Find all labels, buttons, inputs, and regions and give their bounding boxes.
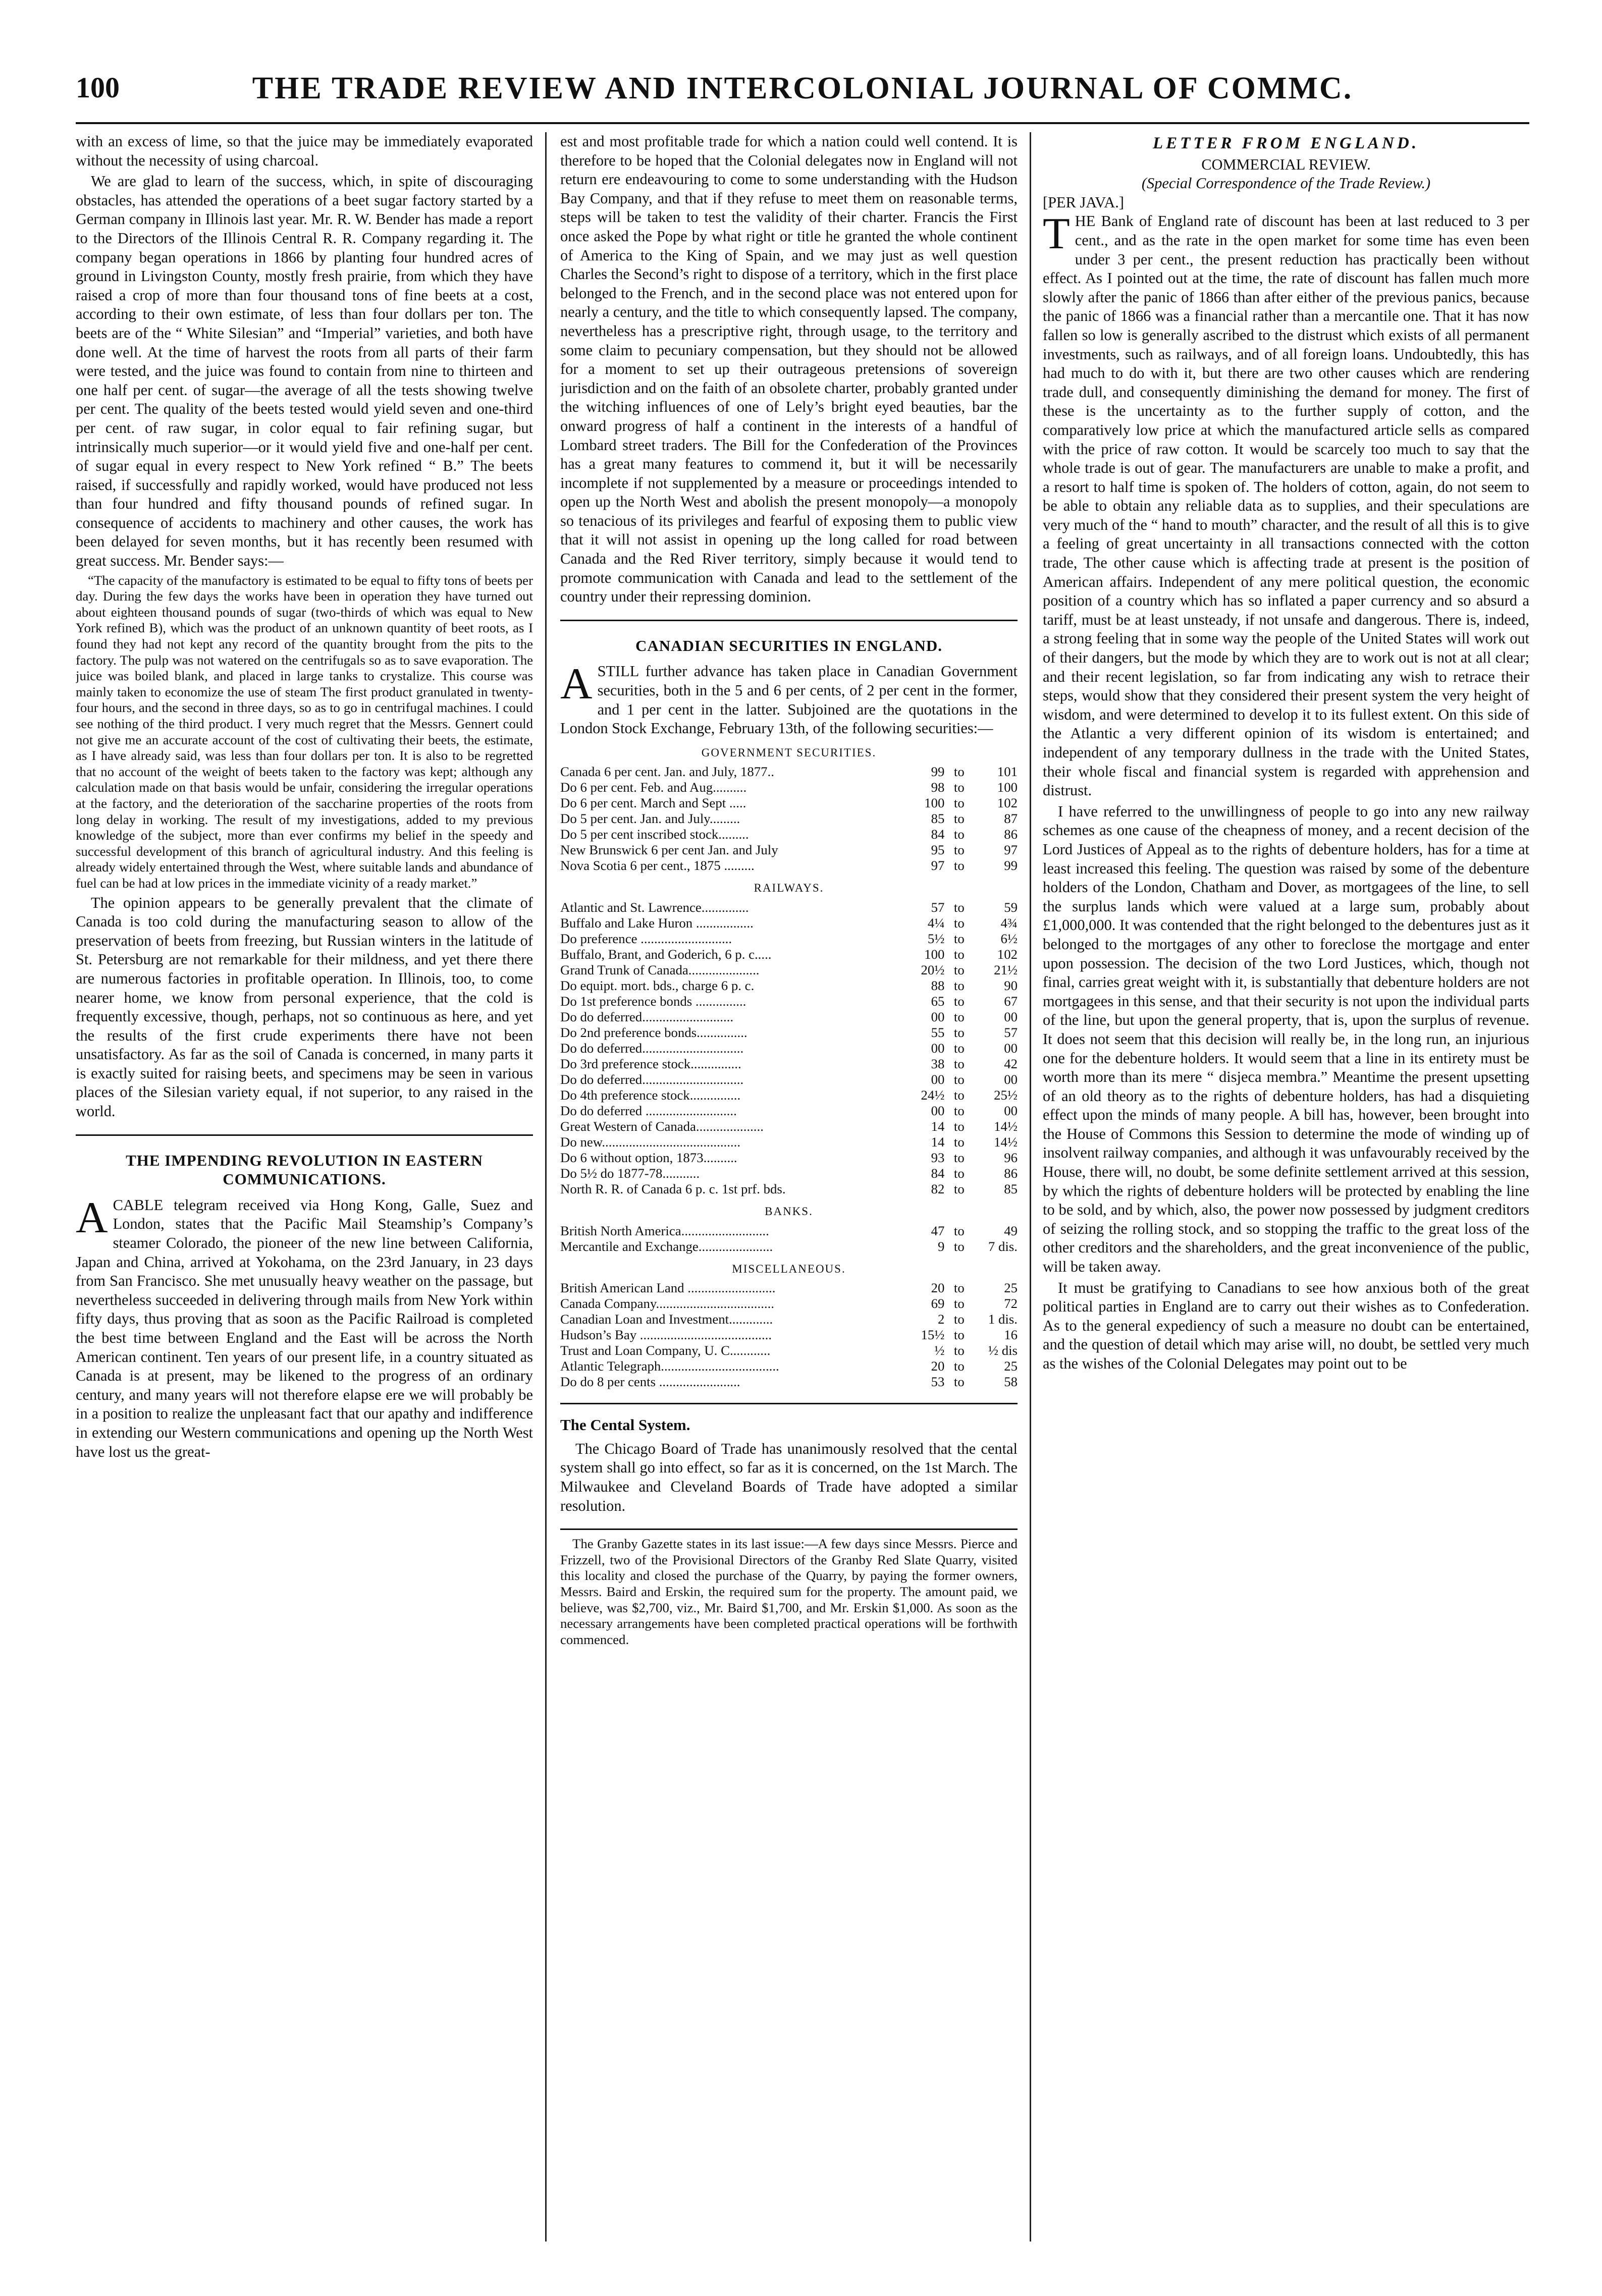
security-name: Do 6 without option, 1873..........: [560, 1150, 737, 1165]
price-low: 2: [938, 1311, 945, 1327]
price-high: 25½: [994, 1087, 1018, 1103]
security-name: Nova Scotia 6 per cent., 1875 .........: [560, 858, 755, 873]
security-name: Do do deferred..............................: [560, 1041, 744, 1056]
paragraph: I have referred to the unwillingness of people to go into any new railway schemes as one cause of the cheapness of money, and a recent decision of the Lord Justices of Appeal as to the rights of debenture holders, has for a time at least increased this feeling. The question was raised by some of the debenture holders of the London, Chatham and Dover, as mortgagees of the line, to sell the surplus lands which were valued at a large sum, probably about £1,000,000. It was contended that the right belonged to the debentures just as it belonged to the mortgages of any other to foreclose the mortgage and enter upon possession. The decision of the two Lord Justices, which, though not final, carries great weight with it, is substantially that debenture holders are not mortgagees in this sense, and that their security is not upon the individual parts of the line, but upon the general property, that is, upon the surplus of revenue. It does not seem that this decision will really be, in the long run, an injurious one for the debenture holders. It would seem that a line in its entirety must be worth more than its mere “ disjeca membra.” Meantime the present upsetting of an old theory as to the rights of debenture holders, has had a disquieting effect upon the minds of many people. A bill has, however, been brought into the House of Commons this Session to determine the mode of winding up of insolvent railway companies, and although it was unfavourably received by the House, there will, no doubt, be some definite settlement arrived at this session, by which the rights of debenture holders will be protected by enabling the line to be sold, and by which, also, the power now possessed by judgment creditors of seizing the rolling stock, and so stopping the traffic to the great loss of the other creditors and the shareholders, and the great inconvenience of the public, will be taken away.: [1043, 802, 1529, 1276]
price-to: to: [953, 764, 965, 780]
paragraph: The Chicago Board of Trade has unanimously resolved that the cental system shall go into effect, so far as it is concerned, on the 1st March. The Milwaukee and Cleveland Boards of Trade have adopted a similar resolution.: [560, 1440, 1018, 1514]
security-name: Do do deferred..............................: [560, 1072, 744, 1087]
table-title: GOVERNMENT SECURITIES.: [701, 746, 877, 759]
price-high: 102: [997, 795, 1018, 811]
security-name: Great Western of Canada....................: [560, 1119, 764, 1134]
price-low: 4¼: [927, 915, 945, 931]
article-lead: [560, 662, 1018, 738]
table-row: [560, 1009, 1018, 1025]
price-to: to: [953, 1181, 965, 1196]
price-high: 6½: [1000, 931, 1018, 946]
section-rule: [560, 1403, 1018, 1404]
price-high: 86: [1004, 827, 1018, 842]
table-row: [560, 978, 1018, 994]
header-rule: [76, 122, 1529, 124]
price-low: 97: [931, 858, 945, 873]
security-name: Do preference ...........................: [560, 931, 732, 946]
price-to: to: [953, 1025, 965, 1040]
price-high: 14½: [994, 1134, 1018, 1150]
lead-text: HE Bank of England rate of discount has been at last reduced to 3 per cent., and as the rate in the open market for some time has even been under 3 per cent., the present reduction has practically been without effect. As I pointed out at the time, the rate of discount has fallen much more slowly after the panic of 1866 than after either of the previous panics, because the panic of 1866 was a financial rather than a mercantile one. That it has now fallen so low is generally ascribed to the distrust which exists of all permanent investments, such as railways, and of all foreign loans. Undoubtedly, this has had much to do with it, but there are two other causes which are rendering trade dull, and consequently diminishing the demand for money. The first of these is the uncertainty as to the further supply of cotton, and the comparatively low price at which the manufactured article sells as compared with the price of raw cotton. It would be scarcely too much to say that the whole trade is out of gear. The manufacturers are unable to make a profit, and a resort to half time is spoken of. The holders of cotton, again, do not seem to be able to obtain any reliable data as to supplies, and their speculations are very much of the “ hand to mouth” character, and the result of all this is to give a feeling of great uncertainty in all transactions connected with the cotton trade, The other cause which is affecting trade at present is the position of American affairs. Independent of any mere political question, the economic position of a country which has so inflated a paper currency and so absurd a tariff, must be at least unsteady, if not unsafe and dangerous. There is, indeed, a strong feeling that in some way the people of the United States will work out of their dangers, but the mode by which they are to work out is not at all clear; and their recent legislation, so far from indicating any wish to retrace their steps, would show that they considered their present system the very height of wisdom, and were determined to develop it to its fullest extent. On this side of the Atlantic a very different opinion of its wisdom is entertained; and independent of any temporary dullness in the trade with the United States, their whole fiscal and financial system is regarded with apprehension and distrust.: [1043, 212, 1529, 799]
security-name: Grand Trunk of Canada.....................: [560, 962, 760, 977]
price-high: 1 dis.: [988, 1311, 1018, 1327]
lead-text: STILL further advance has taken place in Canadian Government securities, both in the 5 and 6 per cents, of 2 per cent in the former, and 1 per cent in the latter. Subjoined are the quotations in the London Stock Exchange, February 13th, of the following securities:—: [560, 663, 1018, 737]
price-low: 15½: [921, 1327, 945, 1343]
price-to: to: [953, 962, 965, 977]
price-to: to: [953, 827, 965, 842]
paragraph: The opinion appears to be generally prevalent that the climate of Canada is too cold during the manufacturing season to allow of the preservation of beets from freezing, but Russian winters in the latitude of St. Petersburg are not remarkable for their mildness, and yet there there are numerous factories in profitable operation. In Illinois, too, to come nearer home, we know from personal experience, that the cold is frequently excessive, though, perhaps, not so continuous as here, and yet the results of the first crude experiments there have not been unsatisfactory. As far as the soil of Canada is concerned, in many parts it is exactly suited for raising beets, and specimens may be seen in various places of the Silesian variety equal, if not superior, to any raised in the world.: [76, 894, 533, 1120]
security-name: New Brunswick 6 per cent Jan. and July: [560, 842, 778, 858]
table-row: [560, 1025, 1018, 1041]
table-row: [560, 947, 1018, 962]
table-row: [560, 1150, 1018, 1166]
price-low: 95: [931, 842, 945, 858]
price-high: 59: [1004, 900, 1018, 915]
security-name: British American Land ..........................: [560, 1280, 776, 1296]
price-high: 97: [1004, 842, 1018, 858]
price-high: 100: [997, 780, 1018, 795]
table-row: [560, 780, 1018, 795]
price-high: 00: [1004, 1072, 1018, 1087]
column-divider-2: [1030, 132, 1031, 2242]
price-to: to: [953, 994, 965, 1009]
price-to: to: [953, 1358, 965, 1374]
price-high: 14½: [994, 1119, 1018, 1134]
quotation-table: [560, 1223, 1018, 1254]
table-row: [560, 1327, 1018, 1343]
table-row: [560, 858, 1018, 873]
price-to: to: [953, 1327, 965, 1343]
price-high: 99: [1004, 858, 1018, 873]
price-low: 98: [931, 780, 945, 795]
running-title: THE TRADE REVIEW AND INTERCOLONIAL JOURNAL OF COMMC.: [252, 71, 1353, 105]
article-lead: [76, 1193, 533, 1461]
price-to: to: [953, 1374, 965, 1390]
column-divider-1: [545, 132, 547, 2242]
security-name: Atlantic and St. Lawrence..............: [560, 900, 749, 915]
security-name: Canada Company...................................: [560, 1296, 774, 1311]
article-subheading: COMMERCIAL REVIEW.: [1201, 155, 1371, 173]
article-lead: [1043, 209, 1529, 800]
price-to: to: [953, 1119, 965, 1134]
price-low: 100: [924, 795, 945, 811]
quotation-table: [560, 1280, 1018, 1390]
price-low: 55: [931, 1025, 945, 1040]
security-name: Do 4th preference stock...............: [560, 1087, 741, 1103]
table-row: [560, 1103, 1018, 1119]
table-row: [560, 931, 1018, 947]
table-row: [560, 1223, 1018, 1239]
price-high: 90: [1004, 978, 1018, 993]
price-low: 99: [931, 764, 945, 780]
table-row: [560, 842, 1018, 858]
table-row: [560, 795, 1018, 811]
price-high: 16: [1004, 1327, 1018, 1343]
security-name: Do 6 per cent. March and Sept .....: [560, 795, 746, 811]
price-high: 42: [1004, 1056, 1018, 1071]
price-low: 100: [924, 947, 945, 962]
article-heading: CANADIAN SECURITIES IN ENGLAND.: [635, 636, 943, 654]
price-low: 14: [931, 1119, 945, 1134]
price-to: to: [953, 811, 965, 827]
quotation-table: [560, 764, 1018, 873]
lead-text: CABLE telegram received via Hong Kong, Galle, Suez and London, states that the Pacific Mail Steamship’s Company’s steamer Colorado, the pioneer of the new line between California, Japan and China, arrived at Yokohama, on the 23rd January, in 23 days from San Francisco. She met unusually heavy weather on the passage, but nevertheless succeeded in delivering through mails from New York within fifty days, thus proving that as soon as the Pacific Railroad is completed the best time between England and the East will be across the North American continent. Ten years of our present life, in a country situated as Canada is at present, may be likened to the progress of an ordinary century, and many years will not therefore elapse ere we will probably be in a position to realize the unpleasant fact that our apathy and indifference in extending our Western communications and opening up the North West have lost us the great-: [76, 1196, 533, 1460]
price-low: 93: [931, 1150, 945, 1165]
price-high: 102: [997, 947, 1018, 962]
drop-cap: A: [560, 660, 593, 709]
table-row: [560, 900, 1018, 915]
price-high: 7 dis.: [988, 1238, 1018, 1254]
security-name: Canada 6 per cent. Jan. and July, 1877..: [560, 764, 774, 780]
table-row: [560, 1374, 1018, 1390]
price-to: to: [953, 1103, 965, 1118]
price-high: 25: [1004, 1358, 1018, 1374]
price-to: to: [953, 1223, 965, 1238]
price-high: 86: [1004, 1166, 1018, 1181]
price-to: to: [953, 1311, 965, 1327]
security-name: Do equipt. mort. bds., charge 6 p. c.: [560, 978, 755, 993]
price-to: to: [953, 900, 965, 915]
table-row: [560, 1134, 1018, 1150]
price-to: to: [953, 842, 965, 858]
security-name: Do 6 per cent. Feb. and Aug..........: [560, 780, 747, 795]
price-high: 85: [1004, 1181, 1018, 1196]
table-row: [560, 962, 1018, 978]
paragraph: The Granby Gazette states in its last issue:—A few days since Messrs. Pierce and Frizzell, two of the Provisional Directors of the Granby Red Slate Quarry, visited this locality and closed the purchase of the Quarry, by paying the former owners, Messrs. Baird and Erskin, the required sum for the property. The amount paid, we believe, was $2,700, viz., Mr. Baird $1,700, and Mr. Erskin $1,000. As soon as the necessary arrangements have been completed practical operations will be forthwith commenced.: [560, 1536, 1018, 1647]
price-low: 00: [931, 1103, 945, 1118]
security-name: Do 1st preference bonds ...............: [560, 994, 746, 1009]
table-title: MISCELLANEOUS.: [732, 1262, 846, 1275]
price-to: to: [953, 1150, 965, 1165]
price-high: 49: [1004, 1223, 1018, 1238]
column-3: [1043, 132, 1529, 2242]
article-heading: THE IMPENDING REVOLUTION IN EASTERN COMMUNICATIONS.: [126, 1151, 483, 1188]
quotations: [560, 743, 1018, 1390]
security-name: Do 5 per cent inscribed stock.........: [560, 827, 749, 842]
table-row: [560, 1280, 1018, 1296]
paragraph: with an excess of lime, so that the juice may be immediately evaporated without the necessity of using charcoal.: [76, 133, 533, 169]
price-low: 69: [931, 1296, 945, 1311]
security-name: North R. R. of Canada 6 p. c. 1st prf. bds.: [560, 1181, 786, 1196]
drop-cap: T: [1043, 209, 1070, 259]
price-to: to: [953, 780, 965, 795]
price-to: to: [953, 931, 965, 946]
price-low: 65: [931, 994, 945, 1009]
paragraph: est and most profitable trade for which a nation could well contend. It is therefore to be hoped that the Colonial delegates now in England will not return ere endeavouring to come to some understanding with the Hudson Bay Company, and that if they refuse to meet them on reasonable terms, steps will be taken to test the validity of their charter. Francis the First once asked the Pope by what right or title he granted the whole continent of America to the King of Spain, and we may just as well question Charles the Second’s right to dispose of a territory, which in the first place belonged to the French, and in the second place was not entered upon for nearly a century, and the title to which consequently lapsed. The company, nevertheless has a prescriptive right, through usage, to the territory and some claim to pecuniary compensation, but they should not be allowed for a moment to set up their outrageous pretensions of sovereign jurisdiction and on the faith of an obsolete charter, probably granted under the witching influences of one of Lely’s bright eyed beauties, bar the onward progress of half a continent in the interests of a handful of Lombard street traders. The Bill for the Confederation of the Provinces has a great many features to commend it, but it will be necessarily incomplete if not supplemented by a measure or proceedings intended to open up the North West and abolish the present monopoly—a monopoly so tenacious of its privileges and fearful of exposing them to public view that it will not assist in opening up the long called for road between Canada and the Red River territory, simply because it would tend to promote communication with Canada and lead to the settlement of the country under their repressing dominion.: [560, 133, 1018, 606]
page-number: 100: [76, 71, 120, 104]
security-name: Do do deferred ...........................: [560, 1103, 737, 1118]
price-low: 57: [931, 900, 945, 915]
table-row: [560, 915, 1018, 931]
price-low: 00: [931, 1041, 945, 1056]
price-to: to: [953, 1041, 965, 1056]
quoted-report: [76, 573, 533, 892]
table-title: RAILWAYS.: [754, 882, 824, 895]
security-name: Do 5 per cent. Jan. and July.........: [560, 811, 740, 827]
price-high: 4¾: [1000, 915, 1018, 931]
byline: (Special Correspondence of the Trade Review.): [1141, 175, 1431, 192]
table-row: [560, 1166, 1018, 1181]
security-name: Do 2nd preference bonds...............: [560, 1025, 747, 1040]
price-low: 5½: [927, 931, 945, 946]
price-to: to: [953, 978, 965, 993]
price-high: 00: [1004, 1009, 1018, 1024]
table-row: [560, 1072, 1018, 1087]
table-row: [560, 994, 1018, 1009]
price-to: to: [953, 1134, 965, 1150]
security-name: Buffalo and Lake Huron .................: [560, 915, 754, 931]
news-item: [560, 1536, 1018, 1648]
security-name: Do 5½ do 1877-78...........: [560, 1166, 700, 1181]
table-row: [560, 1181, 1018, 1197]
article-heading: LETTER FROM ENGLAND.: [1153, 134, 1419, 152]
price-to: to: [953, 795, 965, 811]
quotation-table: [560, 900, 1018, 1197]
price-to: to: [953, 1296, 965, 1311]
table-row: [560, 1119, 1018, 1134]
price-to: to: [953, 1056, 965, 1071]
price-to: to: [953, 1009, 965, 1024]
price-to: to: [953, 1238, 965, 1254]
security-name: Hudson’s Bay .......................................: [560, 1327, 772, 1343]
security-name: Do do deferred...........................: [560, 1009, 734, 1024]
table-row: [560, 1087, 1018, 1103]
column-2: [560, 132, 1018, 2242]
price-low: 20½: [921, 962, 945, 977]
price-low: 38: [931, 1056, 945, 1071]
security-name: Buffalo, Brant, and Goderich, 6 p. c.....: [560, 947, 772, 962]
table-row: [560, 1239, 1018, 1254]
table-row: [560, 764, 1018, 780]
price-high: 00: [1004, 1103, 1018, 1118]
price-to: to: [953, 1343, 965, 1358]
price-high: ½ dis: [988, 1343, 1018, 1358]
table-title: BANKS.: [765, 1205, 813, 1218]
price-high: 67: [1004, 994, 1018, 1009]
table-row: [560, 1041, 1018, 1056]
paragraph: We are glad to learn of the success, which, in spite of discouraging obstacles, has attended the operations of a beet sugar factory started by a German company in Illinois last year. Mr. R. W. Bender has made a report to the Directors of the Illinois Central R. R. Company regarding it. The company began operations in 1866 by planting four hundred acres of ground in Livingston County, mostly fresh prairie, from which they have raised a crop of more than four thousand tons of fine beets at a cost, according to their own estimate, of less than four dollars per ton. The beets are of the “ White Silesian” and “Imperial” varieties, and both have done well. At the time of harvest the roots from all parts of their farm were tested, and the juice was found to contain from nine to thirteen and one half per cent. of sugar—the average of all the tests showing twelve per cent. The quality of the beets tested would yield seven and one-third per cent. of raw sugar, in color equal to fair refining sugar, but intrinsically much superior—or it would yield five and one-half per cent. of sugar equal in every respect to New York refined “ B.” The beets raised, if successfully and rapidly worked, would have produced not less than four hundred and fifty thousand pounds of refined sugar. In consequence of accidents to machinery and other causes, the work has been delayed for seven months, but it has recently been resumed with great success. Mr. Bender says:—: [76, 173, 533, 570]
price-high: 58: [1004, 1374, 1018, 1390]
price-to: to: [953, 1166, 965, 1181]
price-low: 9: [938, 1238, 945, 1254]
table-row: [560, 1311, 1018, 1327]
price-to: to: [953, 915, 965, 931]
price-low: 88: [931, 978, 945, 993]
security-name: Do new.........................................: [560, 1134, 741, 1150]
security-name: Do 3rd preference stock...............: [560, 1056, 741, 1071]
drop-cap: A: [76, 1193, 108, 1242]
table-row: [560, 827, 1018, 842]
section-rule: [560, 1528, 1018, 1530]
via-line: [PER JAVA.]: [1043, 193, 1125, 211]
price-high: 57: [1004, 1025, 1018, 1040]
price-high: 96: [1004, 1150, 1018, 1165]
price-low: 00: [931, 1072, 945, 1087]
price-low: 84: [931, 827, 945, 842]
price-low: 24½: [921, 1087, 945, 1103]
price-low: 82: [931, 1181, 945, 1196]
price-to: to: [953, 1072, 965, 1087]
price-high: 21½: [994, 962, 1018, 977]
price-low: 84: [931, 1166, 945, 1181]
price-low: 47: [931, 1223, 945, 1238]
security-name: British North America..........................: [560, 1223, 769, 1238]
table-row: [560, 1358, 1018, 1374]
price-low: 20: [931, 1280, 945, 1296]
price-low: 00: [931, 1009, 945, 1024]
table-row: [560, 811, 1018, 827]
page-header: [76, 71, 1529, 111]
security-name: Do do 8 per cents ........................: [560, 1374, 740, 1390]
article-heading: The Cental System.: [560, 1416, 690, 1434]
price-high: 101: [997, 764, 1018, 780]
section-rule: [560, 620, 1018, 621]
price-high: 00: [1004, 1041, 1018, 1056]
table-row: [560, 1296, 1018, 1311]
price-high: 87: [1004, 811, 1018, 827]
table-row: [560, 1343, 1018, 1358]
security-name: Trust and Loan Company, U. C............: [560, 1343, 771, 1358]
price-low: 20: [931, 1358, 945, 1374]
security-name: Canadian Loan and Investment.............: [560, 1311, 773, 1327]
column-1: [76, 132, 533, 2242]
price-to: to: [953, 1280, 965, 1296]
section-rule: [76, 1134, 533, 1136]
price-to: to: [953, 947, 965, 962]
security-name: Mercantile and Exchange......................: [560, 1238, 773, 1254]
price-low: 14: [931, 1134, 945, 1150]
price-high: 25: [1004, 1280, 1018, 1296]
price-low: 85: [931, 811, 945, 827]
paragraph: It must be gratifying to Canadians to see how anxious both of the great political parties in England are to carry out their wishes as to Confederation. As to the general expediency of such a measure no doubt can be entertained, and the question of detail which may arise will, no doubt, be settled very much as the wishes of the Colonial Delegates may point out to be: [1043, 1279, 1529, 1372]
security-name: Atlantic Telegraph...................................: [560, 1358, 779, 1374]
price-low: 53: [931, 1374, 945, 1390]
price-to: to: [953, 1087, 965, 1103]
price-high: 72: [1004, 1296, 1018, 1311]
table-row: [560, 1056, 1018, 1072]
price-low: ½: [934, 1343, 945, 1358]
price-to: to: [953, 858, 965, 873]
quote-text: “The capacity of the manufactory is estimated to be equal to fifty tons of beets per day. During the few days the works have been in operation they have turned out about eighteen thousand pounds of sugar (two-thirds of which was equal to New York refined B), which was the product of an unknown quantity of beet roots, as I found they had not kept any record of the quantity brought from the pits to the factory. The pulp was not watered on the centrifugals so as to save evaporation. The juice was boiled blank, and placed in large tanks to crystalize. This course was mainly taken to economize the use of steam The first product granulated in twenty-four hours, and the second in three days, so as to go in centrifugal machines. I could see nothing of the third product. I very much regret that the Messrs. Gennert could not give me an accurate account of the cost of cultivating their beets, the estimate, as I have already said, was less than four dollars per ton. It is also to be regretted that no account of the weight of beets taken to the factory was kept; although any calculation made on that basis would be unfair, considering the irregular operations at the factory, and the deterioration of the saccharine properties of the roots from long delay in working. The result of my investigations, added to my previous knowledge of the subject, more than ever confirms my belief in the speedy and successful development of this branch of agricultural industry. And this feeling is already widely entertained through the West, where suitable lands and abundance of fuel can be had at low prices in the immediate vicinity of a ready market.”: [76, 572, 533, 891]
